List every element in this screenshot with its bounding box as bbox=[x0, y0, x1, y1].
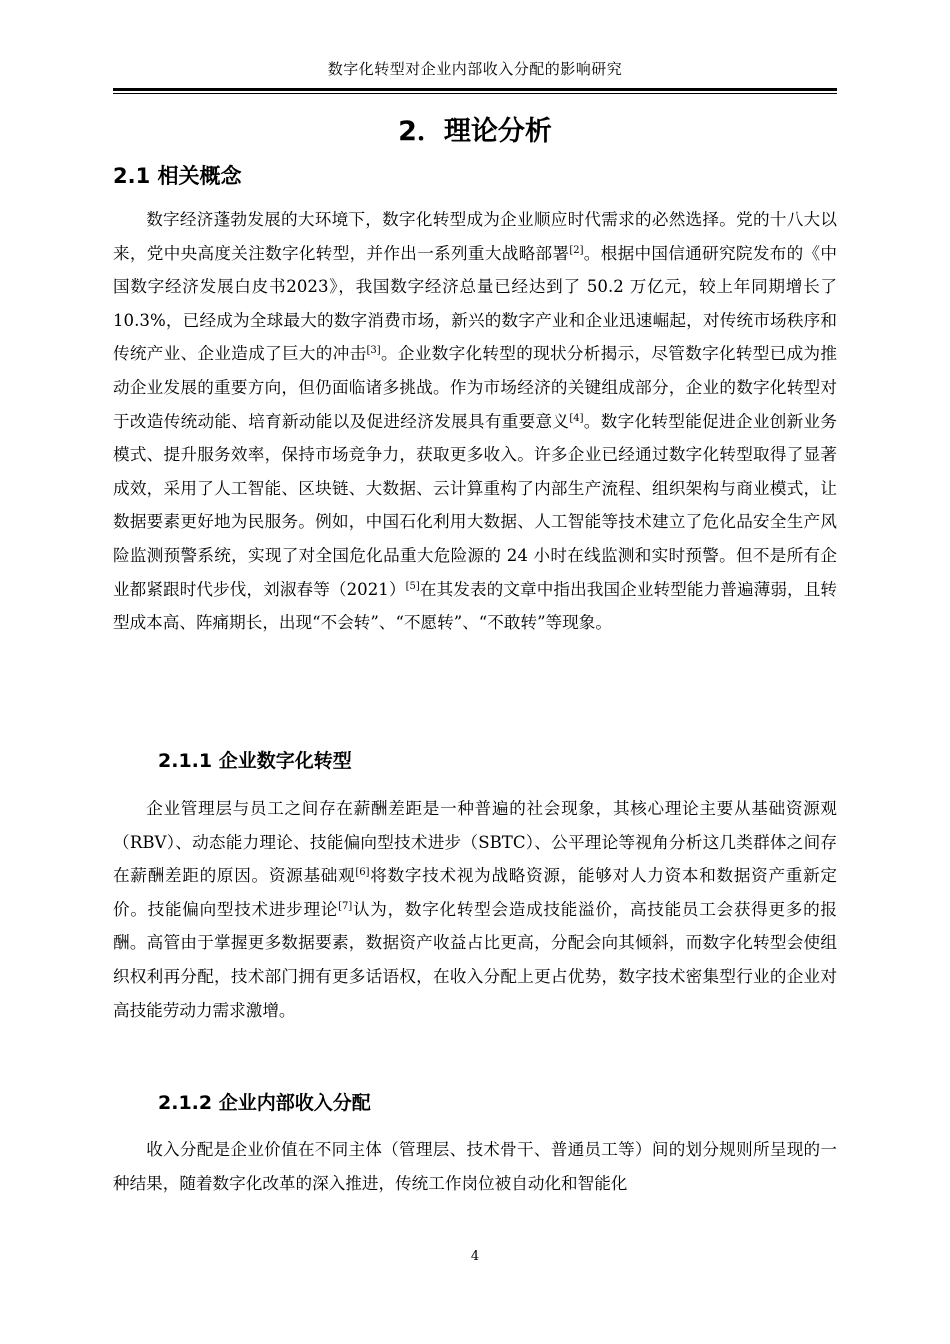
citation-ref-2: [2] bbox=[569, 244, 584, 256]
paragraph-text: 。企业数字化转型的现状分析揭示，尽管数字化转型已成为推动企业发展的重要方向，但仍面临诸多挑战。作为市场经济的关键组成部分，企业的数字化转型对于改造传统动能、培育新动能以及促进经济发展具有重要意义 bbox=[113, 344, 838, 431]
paragraph-2-1-1 bbox=[113, 792, 837, 1027]
paragraph-text: 在其发表的文章中指出我国企业转型能力普遍薄弱，且转型成本高、阵痛期长，出现“不会转”、“不愿转”、“不敢转”等现象。 bbox=[113, 579, 837, 633]
paragraph-text: 企业管理层与员工之间存在薪酬差距是一种普遍的社会现象，其核心理论主要从基础资源观（RBV）、动态能力理论、技能偏向型技术进步（SBTC）、公平理论等视角分析这几类群体之间存在薪酬差距的原因。资源基础观 bbox=[113, 799, 837, 886]
section-heading-2-1-1: 2.1.1 企业数字化转型 bbox=[158, 750, 352, 772]
paragraph-text: 。根据中国信通研究院发布的《中国数字经济发展白皮书2023》，我国数字经济总量已经达到了 50.2 万亿元，较上年同期增长了 10.3%，已经成为全球最大的数字消费市场，新兴的数字产业和企业迅速崛起，对传统市场秩序和传统产业、企业造成了巨大的冲击 bbox=[113, 243, 838, 364]
paragraph-text: 。数字化转型能促进企业创新业务模式、提升服务效率，保持市场竞争力，获取更多收入。许多企业已经通过数字化转型取得了显著成效，采用了人工智能、区块链、大数据、云计算重构了内部生产流程、组织架构与商业模式，让数据要素更好地为民服务。例如，中国石化利用大数据、人工智能等技术建立了危化品安全生产风险监测预警系统，实现了对全国危化品重大危险源的 24 小时在线监测和实时预警。但不是所有企业都紧跟时代步伐，刘淑春等（2021） bbox=[113, 411, 838, 599]
paragraph-text: 收入分配是企业价值在不同主体（管理层、技术骨干、普通员工等）间的划分规则所呈现的一种结果，随着数字化改革的深入推进，传统工作岗位被自动化和智能化 bbox=[113, 1140, 837, 1193]
header-rule-thin bbox=[113, 93, 837, 94]
section-heading-2-1: 2.1 相关概念 bbox=[113, 164, 242, 188]
citation-ref-3: [3] bbox=[366, 345, 381, 357]
chapter-title: 2．理论分析 bbox=[398, 116, 552, 147]
header-rule-thick bbox=[113, 88, 837, 91]
running-header: 数字化转型对企业内部收入分配的影响研究 bbox=[327, 60, 623, 78]
section-heading-2-1-2: 2.1.2 企业内部收入分配 bbox=[158, 1092, 371, 1114]
citation-ref-4: [4] bbox=[569, 412, 584, 424]
paragraph-text: 数字经济蓬勃发展的大环境下，数字化转型成为企业顺应时代需求的必然选择。党的十八大以来，党中央高度关注数字化转型，并作出一系列重大战略部署 bbox=[113, 210, 837, 263]
citation-ref-7: [7] bbox=[338, 900, 353, 912]
page-number: 4 bbox=[470, 1249, 480, 1264]
paragraph-text: 认为，数字化转型会造成技能溢价，高技能员工会获得更多的报酬。高管由于掌握更多数据要素，数据资产收益占比更高，分配会向其倾斜，而数字化转型会使组织权利再分配，技术部门拥有更多话语权，在收入分配上更占优势，数字技术密集型行业的企业对高技能劳动力需求激增。 bbox=[113, 899, 838, 1020]
citation-ref-6: [6] bbox=[355, 867, 370, 879]
citation-ref-5: [5] bbox=[405, 580, 420, 592]
paragraph-text: 将数字技术视为战略资源，能够对人力资本和数据资产重新定价。技能偏向型技术进步理论 bbox=[113, 866, 838, 919]
paragraph-2-1-2 bbox=[113, 1133, 837, 1200]
paragraph-2-1 bbox=[113, 203, 837, 640]
